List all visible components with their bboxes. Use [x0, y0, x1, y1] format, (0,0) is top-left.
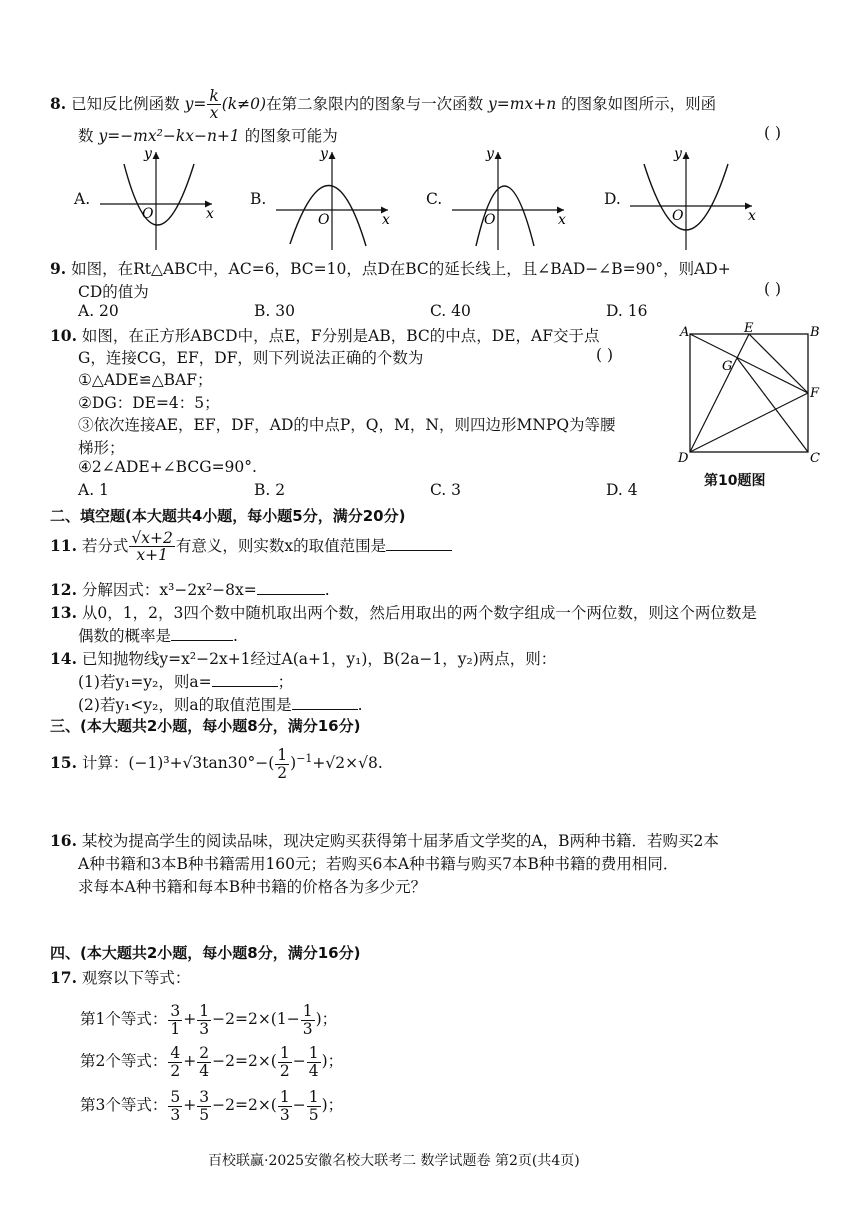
eq1-b-den: 3 [199, 1019, 210, 1038]
q17-equation-2: 第2个等式： $\frac{4}{2}$ + $\frac{2}{4}$ −2=2×( $\frac{1}{2}$ − $\frac{1}{4}$ )； [80, 1044, 344, 1080]
eq2-frac-c [307, 1045, 321, 1079]
q14-sub1-end: ； [277, 673, 294, 691]
fig-label-d: D [678, 451, 689, 462]
q14-sub2-text: (2)若y₁<y₂，则a的取值范围是 [78, 696, 292, 714]
q15-frac-num: 1 [277, 746, 288, 765]
section-4-heading: 四、(本大题共2小题，每小题8分，满分16分) [50, 944, 361, 962]
eq1-a-num: 3 [170, 1002, 181, 1021]
q9-choice-d[interactable]: D. 16 [606, 302, 648, 320]
eq1-mid: −2=2×(1− [212, 1010, 300, 1028]
q16-text-1: 某校为提高学生的阅读品味，现决定购买获得第十届茅盾文学奖的A，B两种书籍．若购买2本 [81, 832, 719, 850]
q10-item-4: ④2∠ADE+∠BCG=90°. [78, 458, 257, 476]
eq3-frac-b [197, 1089, 211, 1123]
q11-frac-num: √x+2 [131, 529, 173, 547]
q12-answer-blank[interactable] [257, 594, 325, 595]
q9-number: 9. [50, 259, 67, 278]
eq2-b-den: 4 [199, 1061, 210, 1080]
q15-sup: −1 [296, 752, 313, 765]
section-3-heading: 三、(本大题共2小题，每小题8分，满分16分) [50, 717, 361, 735]
q10-answer-paren: ( ) [596, 346, 614, 364]
eq2-frac-x [278, 1045, 292, 1079]
q15-post: ) [290, 754, 297, 773]
q8-line2 [78, 124, 338, 146]
option-b-x: x [382, 212, 390, 228]
q8-text-d: 数 [78, 127, 94, 145]
q9-choice-a[interactable]: A. 20 [78, 302, 119, 320]
q9-line2: CD的值为 [78, 283, 149, 301]
q11-frac-den: x+1 [136, 546, 168, 565]
q9-line1 [50, 257, 731, 279]
q10-item-1: ①△ADE≌△BAF； [78, 371, 213, 389]
fig-label-f: F [810, 386, 820, 401]
q8-text-e: 的图象可能为 [244, 127, 338, 145]
eq1-c-den: 3 [302, 1019, 313, 1038]
eq1-end: )； [315, 1010, 338, 1028]
q8-answer-paren: ( ) [764, 124, 782, 142]
q8-frac-num: k [209, 87, 219, 105]
eq1-frac-a [168, 1003, 182, 1037]
option-d-label: D. [604, 190, 621, 208]
option-a-o: O [142, 206, 154, 222]
q9-choice-b[interactable]: B. 30 [254, 302, 295, 320]
eq3-c-num: 1 [308, 1088, 319, 1107]
q8-number: 8. [50, 93, 67, 113]
eq2-c-num: 1 [308, 1044, 319, 1063]
q9-choice-c[interactable]: C. 40 [430, 302, 471, 320]
q9-answer-paren: ( ) [764, 280, 782, 298]
q10-text-1: 如图，在正方形ABCD中，点E，F分别是AB，BC的中点，DE，AF交于点 [81, 327, 600, 345]
option-a-y: y [144, 146, 152, 162]
eq2-a-den: 2 [170, 1061, 181, 1080]
option-a-graph [94, 146, 234, 252]
q17-equation-3: 第3个等式： $\frac{5}{3}$ + $\frac{3}{5}$ −2=2×( $\frac{1}{3}$ − $\frac{1}{5}$ )； [80, 1088, 344, 1124]
q13-answer-blank[interactable] [171, 640, 233, 641]
q12-end: . [324, 581, 330, 599]
eq2-x-num: 1 [279, 1044, 290, 1063]
q15 [50, 738, 383, 784]
q8-text-a: 已知反比例函数 [71, 94, 180, 113]
q8-text-c: 的图象如图所示，则函 [561, 94, 717, 113]
q14-number: 14. [50, 649, 77, 668]
option-a-x: x [206, 206, 214, 222]
eq1-a-den: 1 [170, 1019, 181, 1038]
eq3-frac-c [307, 1089, 321, 1123]
q11 [50, 530, 452, 564]
eq2-frac-b [197, 1045, 211, 1079]
q12-number: 12. [50, 580, 77, 599]
eq2-c-den: 4 [308, 1061, 319, 1080]
q17-equation-1: 第1个等式： $\frac{3}{1}$ + $\frac{1}{3}$ −2=2×(1− $\frac{1}{3}$ )； [80, 1002, 338, 1038]
q9-text-1: 如图，在Rt△ABC中，AC=6，BC=10，点D在BC的延长线上，且∠BAD−∠B=90°，则AD+ [71, 260, 731, 278]
eq2-mid: −2=2×( [212, 1052, 277, 1070]
q13-number: 13. [50, 603, 77, 622]
q13-end: . [233, 627, 238, 645]
q10-choice-c[interactable]: C. 3 [430, 481, 462, 499]
q8-option-c[interactable] [426, 146, 586, 252]
q11-post: 有意义，则实数x的取值范围是 [175, 536, 387, 555]
eq3-b-den: 5 [199, 1105, 210, 1124]
q14-sub1 [78, 670, 293, 692]
q15-fraction [275, 747, 289, 781]
q11-fraction [129, 530, 174, 564]
eq2-x-den: 2 [279, 1061, 290, 1080]
eq1-frac-b [197, 1003, 211, 1037]
q15-frac-den: 2 [277, 763, 288, 782]
q8-fraction [207, 88, 220, 122]
eq2-a-num: 4 [170, 1044, 181, 1063]
q16-line2: A种书籍和3本B种书籍需用160元；若购买6本A种书籍与购买7本B种书籍的费用相同． [78, 855, 679, 873]
eq2-label: 第2个等式： [80, 1052, 168, 1070]
eq2-frac-a [168, 1045, 182, 1079]
q14-text-1: 已知抛物线y=x²−2x+1经过A(a+1，y₁)，B(2a−1，y₂)两点，则： [81, 650, 557, 668]
q17-number: 17. [50, 968, 77, 987]
option-d-graph [624, 146, 774, 252]
eq3-frac-a [168, 1089, 182, 1123]
fig-label-b: B [810, 325, 820, 340]
q8-cond: (k≠0) [221, 94, 267, 113]
q8-option-a[interactable] [74, 146, 234, 252]
option-c-y: y [486, 146, 494, 162]
q15-tail: +√2×√8. [312, 754, 383, 773]
option-a-label: A. [74, 190, 91, 208]
q16-line1 [50, 829, 719, 851]
option-d-y: y [674, 146, 682, 162]
q11-number: 11. [50, 535, 77, 555]
q15-number: 15. [50, 753, 77, 773]
q15-pre: 计算：(−1)³+√3tan30°−( [81, 754, 275, 773]
q8-func1: y= [184, 94, 207, 113]
q16-number: 16. [50, 831, 77, 850]
fig-label-g: G [722, 359, 733, 374]
q17-intro-text: 观察以下等式： [81, 969, 191, 987]
q8-line1 [50, 88, 716, 122]
q14-sub1-text: (1)若y₁=y₂，则a= [78, 673, 212, 691]
q13-line1 [50, 601, 757, 623]
q13-text-2: 偶数的概率是 [78, 627, 172, 645]
eq2-b-num: 2 [199, 1044, 210, 1063]
q14-sub2-end: . [357, 696, 363, 714]
eq1-b-num: 1 [199, 1002, 210, 1021]
fig-label-a: A [680, 325, 690, 340]
q14-line1 [50, 647, 556, 669]
q8-option-d[interactable] [604, 146, 764, 252]
q10-item-3: ③依次连接AE，EF，DF，AD的中点P，Q，M，N，则四边形MNPQ为等腰 [78, 416, 616, 434]
eq3-label: 第3个等式： [80, 1096, 168, 1114]
q10-line2: G，连接CG，EF，DF，则下列说法正确的个数为 [78, 349, 424, 367]
q16-line3: 求每本A种书籍和每本B种书籍的价格各为多少元？ [78, 878, 427, 896]
eq3-a-den: 3 [170, 1105, 181, 1124]
q11-pre: 若分式 [81, 536, 129, 555]
q10-number: 10. [50, 326, 77, 345]
eq2-end: )； [321, 1052, 344, 1070]
q8-frac-den: x [209, 104, 219, 123]
option-c-x: x [558, 212, 566, 228]
eq3-mid: −2=2×( [212, 1096, 277, 1114]
eq1-c-num: 1 [302, 1002, 313, 1021]
q10-figure [676, 322, 826, 462]
eq3-c-den: 5 [308, 1105, 319, 1124]
eq3-a-num: 5 [170, 1088, 181, 1107]
page-footer: 百校联赢·2025安徽名校大联考二 数学试题卷 第2页(共4页) [208, 1153, 580, 1169]
option-c-label: C. [426, 190, 443, 208]
eq3-b-num: 3 [199, 1088, 210, 1107]
eq1-frac-c [301, 1003, 315, 1037]
option-d-o: O [672, 208, 684, 224]
q12 [50, 578, 330, 600]
option-b-graph [270, 146, 410, 252]
q10-item-3b: 梯形； [78, 439, 125, 457]
option-b-label: B. [250, 190, 267, 208]
q10-choice-d[interactable]: D. 4 [606, 481, 638, 499]
q17-intro [50, 966, 190, 988]
eq3-end: )； [321, 1096, 344, 1114]
eq1-label: 第1个等式： [80, 1010, 168, 1028]
q14-sub2 [78, 693, 363, 715]
q13-text-1: 从0，1，2，3四个数中随机取出两个数，然后用取出的两个数字组成一个两位数，则这个两位数是 [81, 604, 757, 622]
q8-func2: y=mx+n [488, 94, 557, 113]
q10-figure-caption: 第10题图 [704, 473, 766, 489]
eq3-x-den: 3 [279, 1105, 290, 1124]
option-c-o: O [484, 212, 496, 228]
fig-label-c: C [810, 451, 820, 462]
option-d-x: x [748, 208, 756, 224]
q8-func3: y=−mx²−kx−n+1 [98, 127, 240, 145]
q10-item-2: ②DG：DE=4：5； [78, 394, 220, 412]
eq3-frac-x [278, 1089, 292, 1123]
q14-sub2-blank[interactable] [292, 709, 358, 710]
q14-sub1-blank[interactable] [212, 686, 278, 687]
q10-choice-a[interactable]: A. 1 [78, 481, 109, 499]
q11-answer-blank[interactable] [386, 550, 452, 551]
q12-text: 分解因式：x³−2x²−8x= [81, 581, 257, 599]
option-c-graph [446, 146, 586, 252]
fig-label-e: E [744, 322, 754, 336]
q10-choice-b[interactable]: B. 2 [254, 481, 286, 499]
section-2-heading: 二、填空题(本大题共4小题，每小题5分，满分20分) [50, 507, 406, 525]
option-b-o: O [318, 212, 330, 228]
q10-line1 [50, 324, 599, 346]
q13-line2 [78, 624, 238, 646]
eq3-x-num: 1 [279, 1088, 290, 1107]
option-b-y: y [320, 146, 328, 162]
q8-text-b: 在第二象限内的图象与一次函数 [266, 94, 484, 113]
q8-option-b[interactable] [250, 146, 410, 252]
